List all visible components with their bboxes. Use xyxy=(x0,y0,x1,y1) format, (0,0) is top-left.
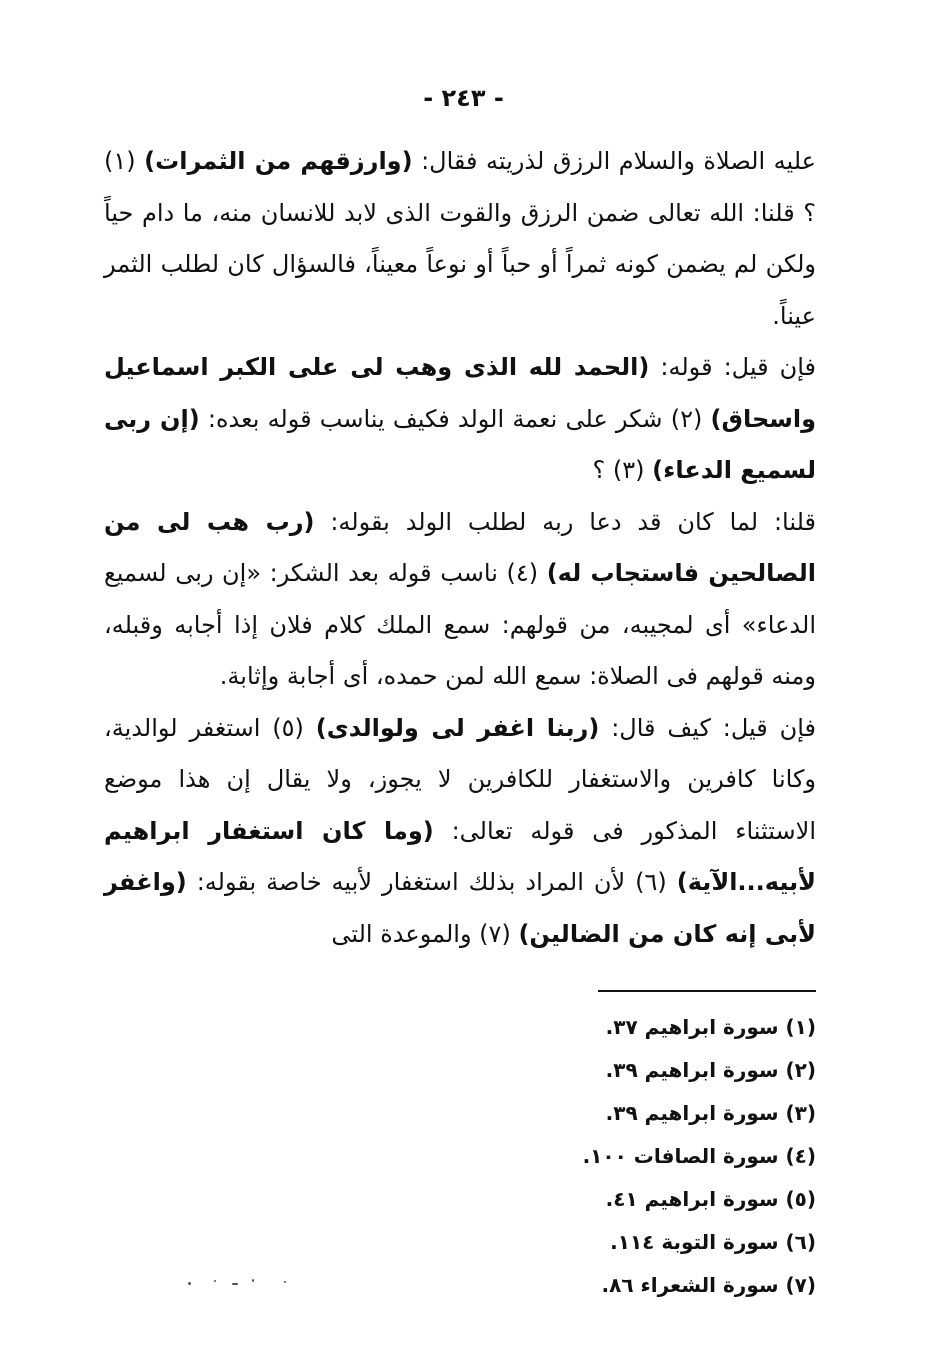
paragraph-2 xyxy=(104,342,816,497)
footnote: (٥) سورة ابراهيم ٤١. xyxy=(605,1187,816,1211)
scan-speck xyxy=(214,1280,216,1282)
paragraph-text: (٥) استغفر لوالدية، وكانا كافرين والاستغفار للكافرين لا يجوز، ولا يقال إن هذا موضع الاستثناء المذكور فى قوله تعالى: xyxy=(104,713,816,845)
paragraph-3 xyxy=(104,497,816,703)
footnotes xyxy=(460,1006,816,1307)
scan-speck xyxy=(252,1279,254,1282)
quran-quote: (رب هب لى من الصالحين فاستجاب له) xyxy=(104,507,816,587)
page-number: - ٢٤٣ - xyxy=(423,84,504,112)
footnote: (٣) سورة ابراهيم ٣٩. xyxy=(605,1101,816,1125)
paragraph-text: فإن قيل: قوله: xyxy=(649,353,816,381)
quran-quote: (إن ربى لسميع الدعاء) xyxy=(104,404,816,484)
footnote: (٧) سورة الشعراء ٨٦. xyxy=(601,1273,816,1297)
paragraph-text: (١) ؟ قلنا: الله تعالى ضمن الرزق والقوت الذى لابد للانسان منه، ما دام حياً ولكن لم يضمن كونه ثمراً أو حباً أو نوعاً معيناً، فالسؤال كان لطلب الثمر عيناً. xyxy=(104,147,816,330)
footnote: (٦) سورة التوبة ١١٤. xyxy=(610,1230,816,1254)
quran-quote: (واغفر لأبى إنه كان من الضالين) xyxy=(104,868,816,948)
quran-quote: (الحمد لله الذى وهب لى على الكبر اسماعيل واسحاق) xyxy=(104,353,816,433)
quran-quote: (وارزقهم من الثمرات) xyxy=(144,147,413,175)
scan-speck xyxy=(188,1282,191,1285)
paragraph-text: (٢) شكر على نعمة الولد فكيف يناسب قوله بعده: xyxy=(199,404,711,433)
paragraph-text: (٧) والموعدة التى xyxy=(331,919,519,948)
footnote: (٢) سورة ابراهيم ٣٩. xyxy=(605,1058,816,1082)
paragraph-4 xyxy=(104,703,816,961)
paragraph-text: فإن قيل: كيف قال: xyxy=(599,713,816,742)
paragraph-text: (٣) ؟ xyxy=(592,456,653,484)
body-text xyxy=(104,136,816,960)
quran-quote: (ربنا اغفر لى ولوالدى) xyxy=(315,713,600,742)
quran-quote: (وما كان استغفار ابراهيم لأبيه...الآية) xyxy=(104,816,816,896)
paragraph-1 xyxy=(104,136,816,342)
paragraph-text: عليه الصلاة والسلام الرزق لذريته فقال: xyxy=(412,147,816,175)
footnote: (٤) سورة الصافات ١٠٠. xyxy=(582,1144,816,1168)
footnote: (١) سورة ابراهيم ٣٧. xyxy=(605,1015,816,1039)
footnote-separator xyxy=(598,990,816,992)
paragraph-text: (٤) ناسب قوله بعد الشكر: «إن ربى لسميع الدعاء» أى لمجيبه، من قولهم: سمع الملك كلام فلان إذا أجابه وقبله، ومنه قولهم فى الصلاة: سمع الله لمن حمده، أى أجابة وإثابة. xyxy=(104,559,816,690)
scan-speck xyxy=(284,1281,286,1283)
scan-speck xyxy=(232,1283,238,1285)
paragraph-text: قلنا: لما كان قد دعا ربه لطلب الولد بقوله: xyxy=(314,507,816,536)
paragraph-text: (٦) لأن المراد بذلك استغفار لأبيه خاصة بقوله: xyxy=(186,868,677,896)
